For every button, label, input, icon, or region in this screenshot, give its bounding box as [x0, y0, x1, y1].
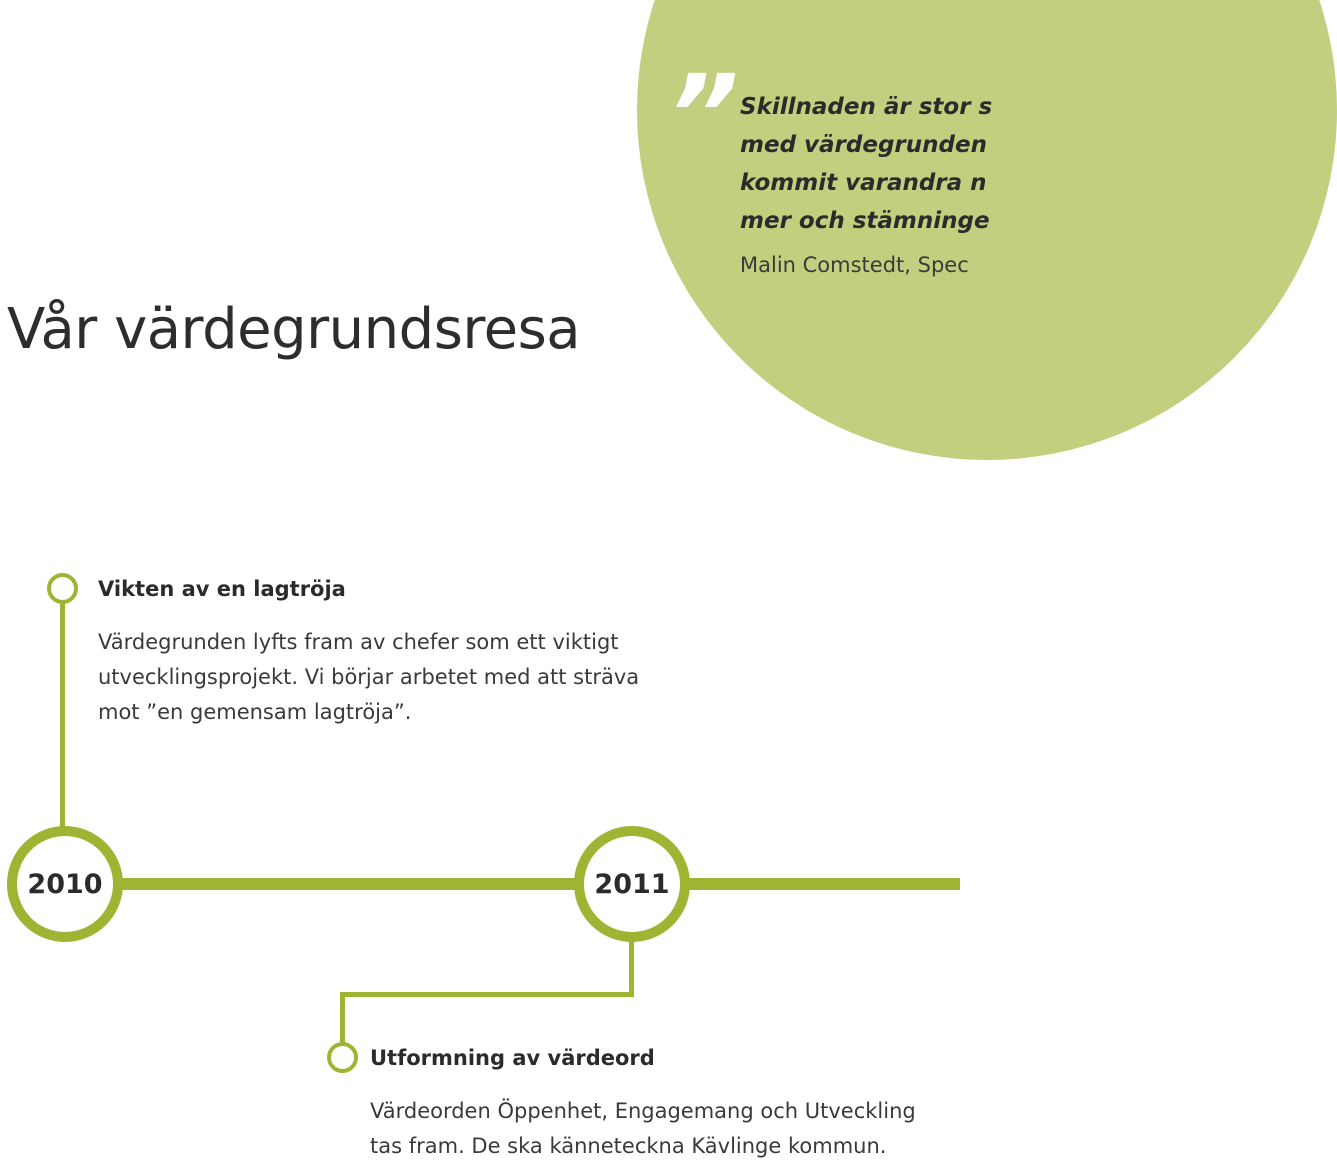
quote-line: med värdegrunden — [740, 132, 987, 158]
event-description — [370, 1094, 916, 1164]
timeline-connector-event-2 — [340, 992, 634, 997]
event-text-line: tas fram. De ska känneteckna Kävlinge kommun. — [370, 1134, 887, 1158]
timeline-node — [327, 1042, 358, 1073]
timeline-connector-event-2 — [340, 992, 345, 1046]
event-text-line: utvecklingsprojekt. Vi börjar arbetet med att sträva — [98, 665, 640, 689]
quote-line: Skillnaden är stor s — [740, 94, 993, 120]
timeline-node — [47, 573, 78, 604]
event-text-line: Värdeorden Öppenhet, Engagemang och Utveckling — [370, 1099, 916, 1123]
quote-author: Malin Comstedt, Spec — [740, 253, 969, 277]
event-title: Utformning av värdeord — [370, 1046, 655, 1070]
timeline-connector-event-1 — [60, 602, 65, 830]
quote-text — [740, 88, 993, 240]
event-description — [98, 625, 639, 730]
event-text-line: Värdegrunden lyfts fram av chefer som ett viktigt — [98, 630, 619, 654]
event-title: Vikten av en lagtröja — [98, 577, 346, 601]
timeline-axis — [110, 878, 960, 890]
timeline-connector-event-2 — [629, 940, 634, 996]
event-text-line: mot ”en gemensam lagtröja”. — [98, 700, 412, 724]
year-marker-2010: 2010 — [7, 826, 123, 942]
quote-line: kommit varandra n — [740, 170, 987, 196]
quote-line: mer och stämninge — [740, 208, 990, 234]
page-title: Vår värdegrundsresa — [7, 297, 581, 362]
year-marker-2011: 2011 — [574, 826, 690, 942]
quote-mark-icon: ” — [668, 51, 739, 179]
